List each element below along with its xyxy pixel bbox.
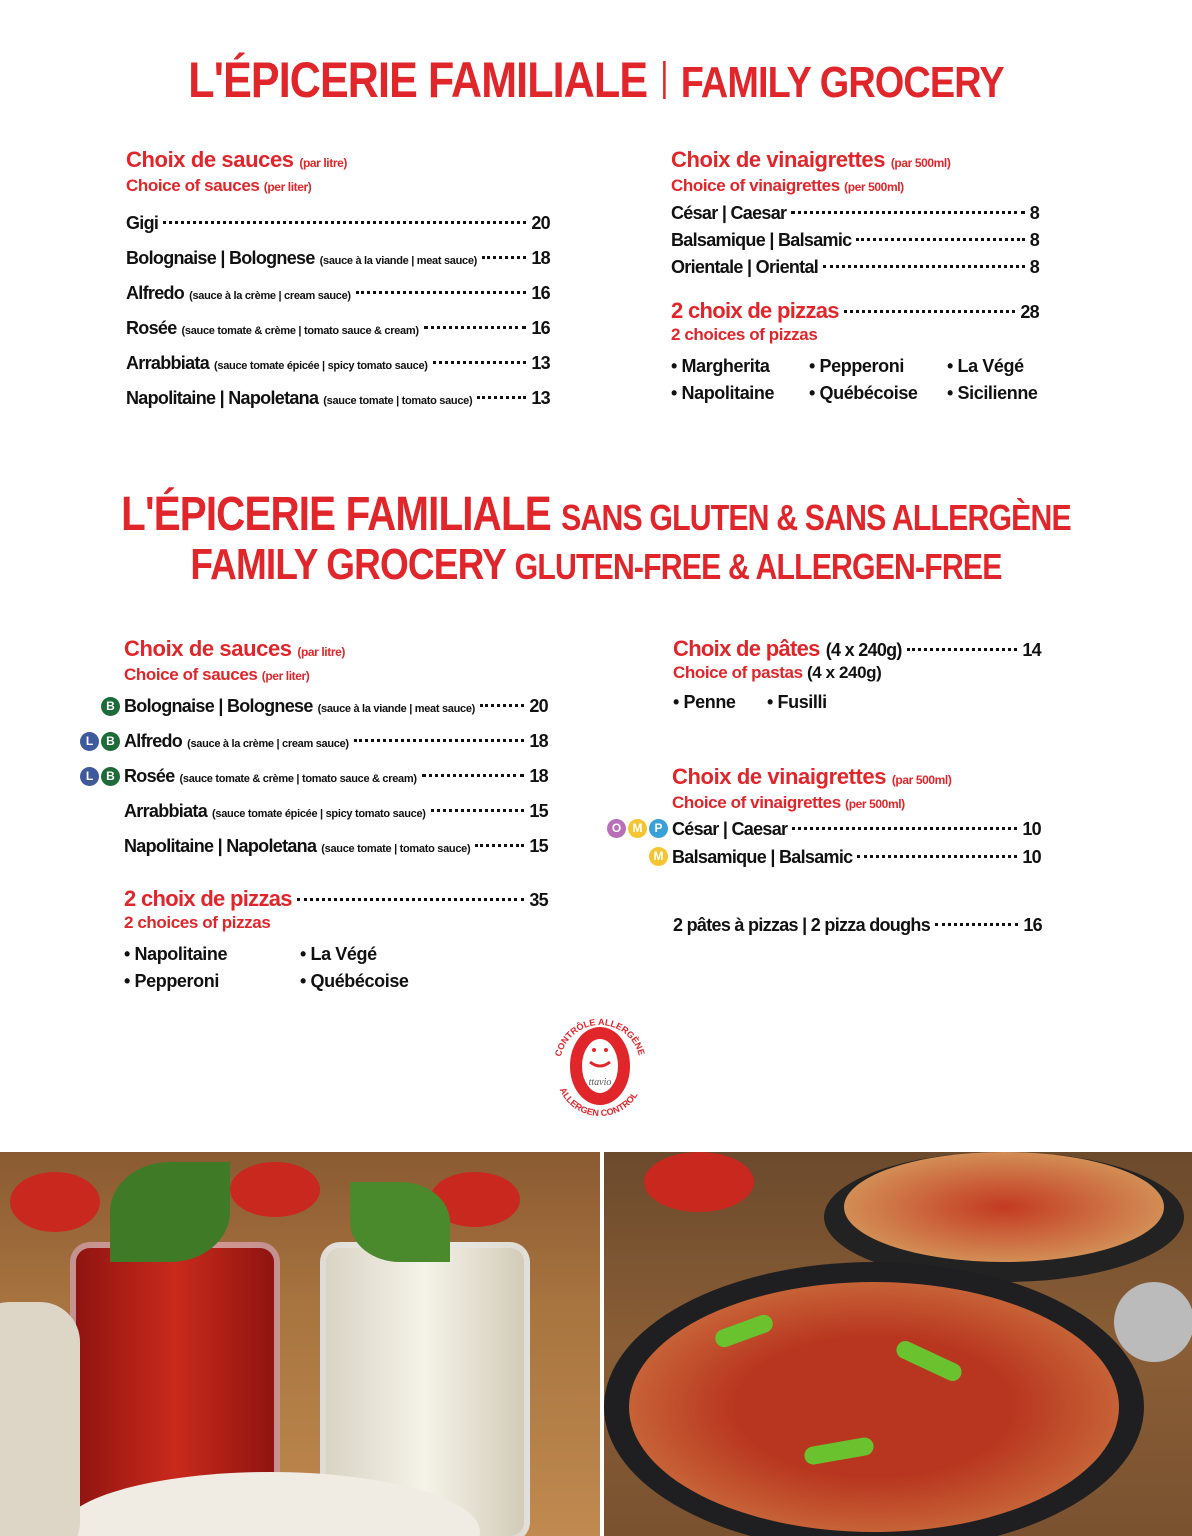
- allergen-badge-icon: L: [80, 732, 99, 751]
- allergen-badge-icon: M: [649, 847, 668, 866]
- item-price: 10: [1022, 819, 1041, 839]
- gf-pizza-options: [124, 944, 548, 992]
- menu-item: [126, 311, 550, 346]
- dot-leader: [482, 256, 526, 259]
- gluten-free-title-en: FAMILY GROCERY GLUTEN-FREE & ALLERGEN-FREE: [190, 540, 1002, 589]
- page-title-family-grocery: [83, 52, 1108, 111]
- gf-vinaigrettes-heading-fr: Choix de vinaigrettes (par 500ml): [672, 764, 952, 789]
- item-price: 8: [1029, 230, 1039, 250]
- menu-item: [106, 689, 548, 724]
- allergen-badges: [80, 732, 120, 751]
- item-name: Rosée: [126, 318, 177, 338]
- item-price: 8: [1029, 257, 1039, 277]
- item-name: César | Caesar: [671, 203, 787, 223]
- svg-text:CONTRÔLE ALLERGÈNE: CONTRÔLE ALLERGÈNE: [552, 1016, 647, 1058]
- gf-sauces-heading-en: Choice of sauces (per liter): [124, 665, 310, 684]
- dot-leader: [791, 211, 1024, 214]
- item-name: Balsamique | Balsamic: [672, 847, 853, 867]
- item-price: 20: [529, 696, 548, 716]
- allergen-control-logo: [548, 1010, 652, 1120]
- menu-item: [126, 241, 550, 276]
- vinaigrettes-heading-fr: Choix de vinaigrettes (par 500ml): [671, 147, 951, 172]
- gf-pastas-heading-en: Choice of pastas (4 x 240g): [673, 663, 882, 682]
- title-en: FAMILY GROCERY: [680, 58, 1004, 107]
- sauces-heading-fr: Choix de sauces (par litre): [126, 147, 347, 172]
- menu-item: [124, 829, 548, 864]
- item-note: (sauce à la viande | meat sauce): [319, 255, 478, 267]
- option-item: • Québécoise: [300, 971, 409, 991]
- allergen-badges: [80, 767, 120, 786]
- option-item: • La Végé: [947, 356, 1024, 376]
- option-item: • Margherita: [671, 356, 770, 376]
- menu-item: [85, 759, 548, 794]
- gf-sauces-section: [85, 636, 548, 864]
- allergen-badge-icon: B: [101, 697, 120, 716]
- menu-item: [671, 200, 1039, 227]
- dot-leader: [857, 855, 1017, 858]
- item-name: Rosée: [124, 766, 175, 786]
- gluten-free-title-fr: L'ÉPICERIE FAMILIALE SANS GLUTEN & SANS ALLERGÈNE: [121, 488, 1071, 541]
- option-item: • Napolitaine: [671, 383, 775, 403]
- dot-leader: [354, 739, 525, 742]
- title-fr: L'ÉPICERIE FAMILIALE: [188, 52, 648, 108]
- gf-pizzas-heading-fr: 2 choix de pizzas 35: [124, 886, 548, 911]
- allergen-badge-icon: L: [80, 767, 99, 786]
- menu-item: [126, 276, 550, 311]
- option-item: • Fusilli: [767, 692, 827, 712]
- sauce-jars-photo: [0, 1152, 600, 1536]
- item-price: 10: [1022, 847, 1041, 867]
- item-name: César | Caesar: [672, 819, 788, 839]
- item-note: (sauce à la viande | meat sauce): [317, 703, 476, 715]
- allergen-badge-icon: O: [607, 819, 626, 838]
- pizzas-heading-fr: 2 choix de pizzas 28: [671, 298, 1039, 323]
- item-price: 13: [531, 388, 550, 408]
- option-item: • Penne: [673, 692, 736, 712]
- item-name: Balsamique | Balsamic: [671, 230, 852, 250]
- allergen-badges: [649, 847, 668, 866]
- item-name: Napolitaine | Napoletana: [126, 388, 319, 408]
- item-price: 15: [529, 836, 548, 856]
- pizza-doughs-item: 2 pâtes à pizzas | 2 pizza doughs 16: [673, 915, 1042, 935]
- allergen-badge-icon: B: [101, 732, 120, 751]
- dot-leader: [477, 396, 526, 399]
- dot-leader: [475, 844, 524, 847]
- allergen-badge-icon: M: [628, 819, 647, 838]
- item-price: 18: [529, 731, 548, 751]
- gf-vinaigrettes-list: [611, 815, 1041, 871]
- item-note: (sauce à la crème | cream sauce): [189, 290, 351, 302]
- gf-pizzas-heading-en: 2 choices of pizzas: [124, 913, 271, 932]
- item-name: Alfredo: [124, 731, 183, 751]
- title-separator: [663, 61, 666, 99]
- menu-item: [671, 254, 1039, 281]
- vinaigrettes-section: [671, 148, 1039, 281]
- menu-item: [126, 381, 550, 416]
- allergen-badge-icon: P: [649, 819, 668, 838]
- item-price: 13: [531, 353, 550, 373]
- pizzas-photo: [604, 1152, 1192, 1536]
- item-note: (sauce tomate | tomato sauce): [321, 843, 471, 855]
- item-name: Arrabbiata: [126, 353, 210, 373]
- allergen-badges: [101, 697, 120, 716]
- pizzas-section: [671, 298, 1039, 404]
- item-name: Napolitaine | Napoletana: [124, 836, 317, 856]
- sauces-heading-en: Choice of sauces (per liter): [126, 176, 312, 195]
- item-note: (sauce tomate épicée | spicy tomato sauce): [214, 360, 428, 372]
- item-price: 16: [531, 318, 550, 338]
- sauces-list: [126, 206, 550, 416]
- gf-sauces-heading-fr: Choix de sauces (par litre): [124, 636, 345, 661]
- dot-leader: [792, 827, 1017, 830]
- pizza-options: [671, 356, 1039, 404]
- gf-pizzas-section: [124, 886, 548, 992]
- option-item: • Napolitaine: [124, 944, 228, 964]
- item-note: (sauce tomate & crème | tomato sauce & cream): [179, 773, 417, 785]
- dot-leader: [480, 704, 524, 707]
- item-price: 15: [529, 801, 548, 821]
- dot-leader: [422, 774, 525, 777]
- item-name: Arrabbiata: [124, 801, 208, 821]
- item-price: 8: [1029, 203, 1039, 223]
- dot-leader: [856, 238, 1024, 241]
- item-note: (sauce tomate épicée | spicy tomato sauce): [212, 808, 426, 820]
- gf-vinaigrettes-heading-en: Choice of vinaigrettes (per 500ml): [672, 793, 905, 812]
- item-price: 20: [531, 213, 550, 233]
- sauces-section: [126, 148, 550, 416]
- gf-vinaigrettes-section: [611, 764, 1041, 871]
- menu-item: [126, 206, 550, 241]
- option-item: • Québécoise: [809, 383, 918, 403]
- svg-text:ttavio: ttavio: [588, 1077, 612, 1088]
- item-name: Bolognaise | Bolognese: [124, 696, 313, 716]
- gf-pastas-section: [673, 636, 1041, 713]
- menu-item: [653, 843, 1041, 871]
- option-item: • Pepperoni: [809, 356, 904, 376]
- option-item: • Sicilienne: [947, 383, 1038, 403]
- dot-leader: [823, 265, 1025, 268]
- item-price: 18: [531, 248, 550, 268]
- menu-item: [126, 346, 550, 381]
- pizzas-heading-en: 2 choices of pizzas: [671, 325, 818, 344]
- vinaigrettes-heading-en: Choice of vinaigrettes (per 500ml): [671, 176, 904, 195]
- item-price: 18: [529, 766, 548, 786]
- gf-pasta-options: [673, 692, 1041, 713]
- option-item: • La Végé: [300, 944, 377, 964]
- menu-item: [85, 724, 548, 759]
- gf-sauces-list: [85, 689, 548, 864]
- item-name: Gigi: [126, 213, 159, 233]
- dot-leader: [424, 326, 527, 329]
- allergen-badges: [607, 819, 668, 838]
- vinaigrettes-list: [671, 200, 1039, 281]
- dot-leader: [163, 221, 526, 224]
- item-note: (sauce tomate & crème | tomato sauce & cream): [181, 325, 419, 337]
- allergen-badge-icon: B: [101, 767, 120, 786]
- item-name: Bolognaise | Bolognese: [126, 248, 315, 268]
- menu-item: [611, 815, 1041, 843]
- dot-leader: [356, 291, 527, 294]
- svg-text:ALLERGEN CONTROL: ALLERGEN CONTROL: [557, 1085, 640, 1119]
- item-note: (sauce à la crème | cream sauce): [187, 738, 349, 750]
- dot-leader: [431, 809, 525, 812]
- menu-item: [671, 227, 1039, 254]
- menu-item: [124, 794, 548, 829]
- item-name: Orientale | Oriental: [671, 257, 819, 277]
- option-item: • Pepperoni: [124, 971, 219, 991]
- item-price: 16: [531, 283, 550, 303]
- item-name: Alfredo: [126, 283, 185, 303]
- dot-leader: [433, 361, 527, 364]
- gf-pastas-heading-fr: Choix de pâtes (4 x 240g) 14: [673, 636, 1041, 661]
- item-note: (sauce tomate | tomato sauce): [323, 395, 473, 407]
